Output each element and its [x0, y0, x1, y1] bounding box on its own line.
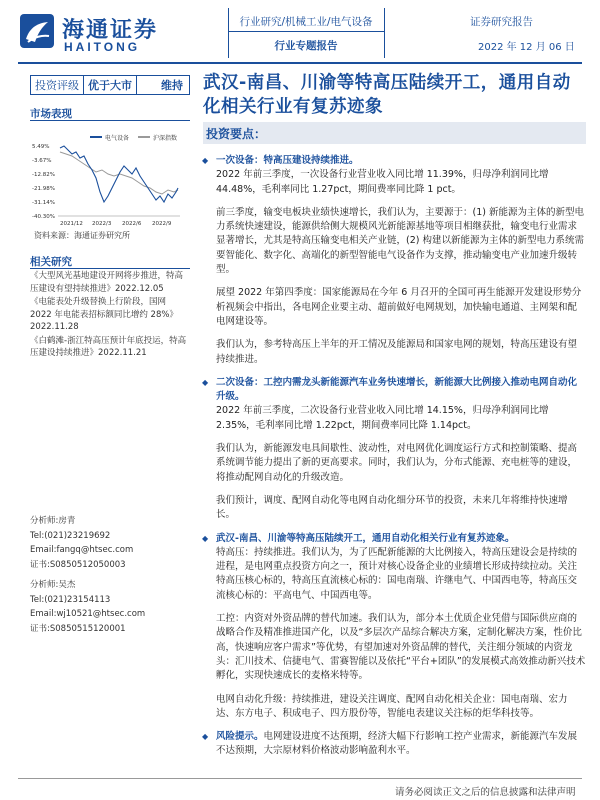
legend-label: 沪深指数	[153, 135, 178, 142]
x-tick-label: 2021/12	[60, 221, 83, 227]
market-heading: 市场表现	[30, 108, 72, 120]
section-head-uhv: ◆ 武汉-南昌、川渝等特高压陆续开工，通用自动化相关行业有复苏迹象。	[200, 532, 586, 546]
analyst-contacts	[30, 514, 190, 636]
logo-text-cn: 海通证券	[62, 17, 159, 43]
related-item[interactable]: 《大型风光基地建设开网将步推进，特高压建设有望持续推进》2022.12.05	[30, 271, 184, 294]
report-date: 2022 年 12 月 06 日	[478, 42, 575, 53]
footer-disclaimer: 请务必阅读正文之后的信息披露和法律声明	[395, 787, 576, 798]
paragraph: 工控：内资对外资品牌的替代加速。我们认为，部分本土优质企业凭借与国际供应商的战略合作及精准推进国产化，以及“多层次产品综合解决方案，定制化解决方案，性价比高，快速响应客户需求”等优势，有望加速对外资品牌的替代，关注细分领域的内资龙头：汇川技术、信捷电气、雷赛智能以及依托“平台+团队”的发展模式高效推动新兴技术孵化，实现快速成长的麦格米特等。	[216, 613, 586, 682]
section-rule	[30, 268, 190, 269]
analyst-name: 分析师:吴杰	[30, 580, 76, 590]
analyst-name: 分析师:房青	[30, 516, 76, 526]
analyst-email[interactable]: Email:fangq@htsec.com	[30, 545, 134, 555]
related-item[interactable]: 《电能表处升级替换上行阶段，国网 2022 年电能表招标额同比增约 28%》2022.11.28	[30, 297, 178, 332]
legend-label: 电气设备	[105, 135, 130, 142]
analyst-tel: Tel:(021)23154113	[30, 594, 111, 605]
market-chart	[30, 130, 190, 230]
paragraph: 电网自动化升级：持续推进，建设关注调度、配网自动化相关企业：国电南瑞、宏力达、东方电子、积成电子、四方股份等，智能电表建议关注标的炬华科技等。	[216, 693, 568, 719]
analyst-cert: 证书:S0850515120001	[30, 623, 126, 634]
report-body	[200, 154, 586, 759]
y-tick-label: -12.82%	[32, 172, 55, 178]
y-tick-label: -21.98%	[32, 186, 55, 192]
y-tick-label: -40.30%	[32, 214, 55, 220]
paragraph: 我们认为，新能源发电具间歇性、波动性，对电网优化调度运行方式和控制策略、提高系统调节能力提出了新的更高要求。同时，我们认为，分布式能源、充电桩等的建设，将推动配网自动化的升级改造。	[216, 443, 578, 483]
risk-warning	[200, 730, 586, 759]
header-divider	[228, 8, 229, 58]
paragraph: 特高压：持续推进。我们认为，为了匹配新能源的大比例接入，特高压建设会是持续的进程，是电网重点投资方向之一，预计对核心设备企业的业绩增长形成持续拉动。关注特高压核心标的，特高压直流核心标的：国电南瑞、许继电气、中国西电等，特高压交流核心标的：平高电气、中国西电等。	[216, 546, 578, 601]
analyst-cert: 证书:S0850512050003	[30, 559, 126, 570]
rating-value: 优于大市	[84, 76, 137, 94]
analyst-tel: Tel:(021)23219692	[30, 530, 111, 541]
rating-label: 投资评级	[31, 76, 84, 94]
risk-text: 电网建设进度不达预期，经济大幅下行影响工控产业需求，新能源汽车发展不达预期，大宗原材料价格波动影响盈利水平。	[216, 731, 578, 757]
paragraph: 展望 2022 年第四季度：国家能源局在今年 6 月召开的全国可再生能源开发建设形势分析视频会中指出，各电网企业要主动、超前做好电网规划，加快输电通道、主网架和配电网建设等。	[216, 287, 582, 327]
header-rule	[18, 62, 582, 64]
industry-path: 行业研究/机械工业/电气设备	[239, 16, 373, 28]
x-tick-label: 2022/6	[122, 221, 142, 227]
related-heading: 相关研究	[30, 256, 72, 268]
paragraph: 我们认为，参考特高压上半年的开工情况及能源局和国家电网的规划，特高压建设有望持续推进。	[216, 339, 578, 365]
related-item[interactable]: 《白鹤滩-浙江特高压预计年底投运，特高压建设持续推进》2022.11.21	[30, 335, 187, 358]
x-tick-label: 2022/3	[92, 221, 112, 227]
doc-type: 证券研究报告	[470, 16, 533, 28]
section-head-secondary-equipment: ◆ 二次设备：工控内需龙头新能源汽车业务快速增长，新能源大比例接入推动电网自动化升级。	[200, 376, 586, 405]
company-logo	[18, 10, 168, 58]
chart-source: 资料来源：海通证券研究所	[34, 231, 130, 240]
rating-change: 维持	[161, 79, 183, 92]
header-divider	[228, 31, 384, 32]
market-chart-svg	[30, 130, 190, 230]
keypoints-heading: 投资要点：	[206, 127, 267, 141]
rating-box	[30, 75, 190, 95]
analyst-email[interactable]: Email:wj10521@htsec.com	[30, 609, 146, 619]
logo-text-en: HAITONG	[64, 40, 141, 54]
risk-head: 风险提示。	[216, 731, 264, 743]
footer-rule	[18, 778, 582, 779]
y-tick-label: -31.14%	[32, 200, 55, 206]
section-rule	[30, 120, 190, 121]
x-tick-label: 2022/9	[152, 221, 172, 227]
paragraph: 2022 年前三季度，一次设备行业营业收入同比增 11.39%，归母净利润同比增 44.48%，毛利率同比 1.27pct，期间费率同比降 1 pct。	[216, 169, 549, 195]
y-tick-label: 5.49%	[32, 144, 50, 150]
section-head-primary-equipment: ◆ 一次设备：特高压建设持续推进。	[200, 154, 586, 168]
report-title: 武汉-南昌、川渝等特高压陆续开工，通用自动化相关行业有复苏迹象	[203, 73, 571, 117]
paragraph: 我们预计，调度、配网自动化等电网自动化细分环节的投资，未来几年将维持快速增长。	[216, 494, 568, 521]
haitong-logo-icon	[18, 12, 56, 50]
paragraph: 前三季度，输变电板块业绩快速增长，我们认为，主要源于：(1) 新能源为主体的新型电力系统快速建设，能源供给侧大规模风光新能源基地等项目相继获批，输变电行业需求显著增长，尤其是特高压输变电相关产业链，(2) 构建以新能源为主体的新型电力系统需要智能化、数字化、高端化的新型智能电气设备作为支撑，推动输变电产业加速升级转型。	[216, 206, 584, 276]
related-list	[30, 270, 190, 361]
report-type: 行业专题报告	[274, 40, 338, 52]
y-tick-label: -3.67%	[32, 158, 52, 164]
paragraph: 2022 年前三季度，二次设备行业营业收入同比增 14.15%，归母净利润同比增 2.35%，毛利率同比增 1.22pct，期间费率同比降 1.14pct。	[216, 405, 549, 431]
header-divider	[384, 8, 385, 58]
